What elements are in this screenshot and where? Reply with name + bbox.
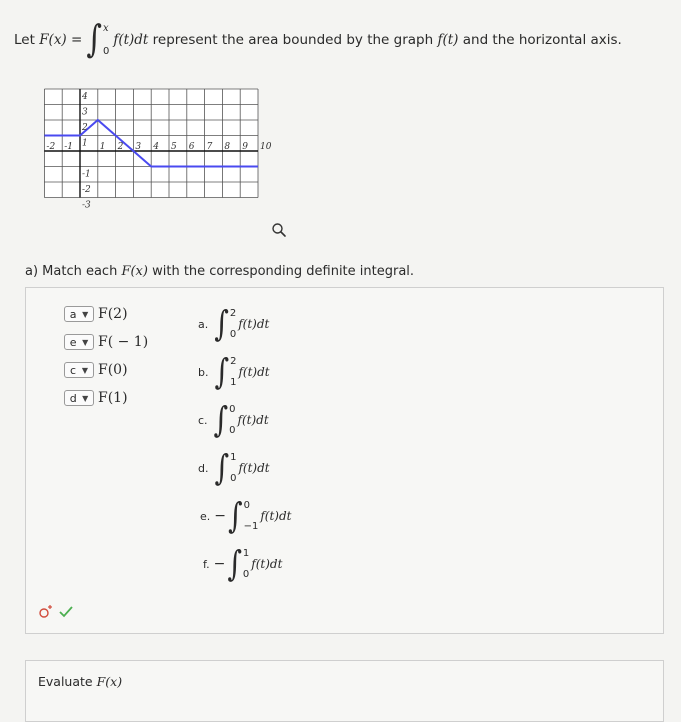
option-sign: − (214, 508, 226, 524)
selected-value: c (69, 363, 76, 377)
tries-icon (38, 605, 56, 619)
integrand: f(t)dt (238, 461, 270, 475)
option-d (198, 446, 270, 488)
match-select-F-1[interactable] (64, 334, 94, 350)
selected-value: d (69, 391, 77, 405)
answer-feedback (38, 605, 73, 619)
integral-symbol: ∫ (214, 446, 230, 488)
chevron-down-icon: ▼ (82, 393, 89, 403)
match-select-F2[interactable] (64, 306, 94, 322)
evaluate-box (25, 660, 664, 722)
evaluate-F-of-x: F(x) (96, 674, 123, 689)
integral-symbol: ∫ (227, 542, 242, 584)
match-label: F( − 1) (98, 334, 149, 350)
match-label: F(0) (98, 362, 128, 378)
option-b (198, 350, 270, 392)
match-row-F-1 (64, 333, 148, 351)
F-of-x: F(x) (39, 32, 67, 48)
x-tick-label: 4 (153, 142, 159, 152)
upper-limit: 1 (230, 452, 237, 463)
upper-limit: 2 (230, 356, 237, 367)
option-letter: c. (198, 413, 208, 427)
match-label: F(1) (98, 390, 128, 406)
option-sign: − (213, 556, 226, 572)
y-tick-label: 2 (82, 123, 88, 133)
match-row-F1 (64, 389, 128, 407)
y-tick-label: 3 (82, 107, 88, 118)
selected-value: a (69, 307, 77, 321)
checkmark-icon (59, 606, 73, 618)
integrand: f(t)dt (251, 557, 283, 571)
match-select-F0[interactable] (64, 362, 94, 378)
y-tick-label: -2 (82, 185, 91, 195)
x-tick-label: -2 (46, 142, 56, 152)
option-a (198, 302, 270, 344)
chevron-down-icon: ▼ (82, 337, 89, 347)
integrand: f(t)dt (260, 509, 292, 523)
lower-limit: 0 (102, 46, 110, 57)
integral-symbol: ∫ (228, 494, 243, 536)
option-letter: a. (198, 317, 209, 331)
option-c (198, 398, 269, 440)
chevron-down-icon: ▼ (82, 309, 89, 319)
x-tick-label: 5 (171, 142, 177, 152)
part-a-prefix: a) Match each (25, 264, 118, 279)
chevron-down-icon: ▼ (81, 365, 89, 375)
equals-sign: = (71, 32, 83, 48)
integrand: f(t)dt (238, 365, 270, 379)
x-tick-label: 8 (224, 142, 231, 152)
x-tick-label: 7 (206, 142, 213, 152)
statement-text: represent the area bounded by the graph (152, 32, 434, 48)
upper-limit: 2 (229, 308, 237, 319)
let-text: Let (14, 32, 35, 48)
x-tick-label: 9 (242, 142, 248, 152)
x-tick-label: 10 (260, 142, 272, 152)
lower-limit: 0 (230, 473, 237, 484)
lower-limit: 0 (242, 569, 250, 580)
option-f (203, 542, 283, 584)
y-tick-label: 1 (82, 138, 88, 149)
integral-symbol: ∫ (214, 350, 230, 392)
match-row-F0 (64, 361, 128, 379)
x-tick-label: 6 (188, 142, 195, 152)
selected-value: e (69, 335, 77, 349)
option-letter: b. (198, 365, 209, 379)
match-select-F1[interactable] (64, 390, 94, 406)
part-a-prompt (25, 264, 414, 279)
upper-limit: 1 (242, 548, 250, 559)
statement-tail: and the horizontal axis. (462, 32, 622, 48)
upper-limit: 0 (243, 500, 250, 511)
integrand: f(t)dt (238, 317, 270, 331)
match-label: F(2) (98, 306, 128, 322)
upper-limit: 0 (229, 404, 236, 415)
problem-statement (14, 17, 622, 62)
part-a-suffix: with the corresponding definite integral. (152, 264, 415, 279)
function-graph (46, 55, 298, 211)
option-letter: d. (198, 461, 209, 475)
match-row-F2 (64, 305, 128, 323)
option-letter: e. (200, 509, 211, 523)
x-tick-label: -1 (64, 142, 73, 152)
lower-limit: −1 (243, 521, 259, 532)
lower-limit: 1 (230, 377, 237, 388)
evaluate-label: Evaluate (38, 674, 93, 689)
x-tick-label: 3 (135, 142, 142, 152)
x-tick-label: 1 (99, 142, 106, 152)
integrand: f(t)dt (113, 32, 149, 48)
integrand: f(t)dt (237, 413, 269, 427)
lower-limit: 0 (229, 425, 236, 436)
y-tick-label: -3 (82, 200, 91, 211)
f-of-t: f(t) (437, 32, 459, 48)
zoom-icon[interactable] (271, 222, 287, 238)
y-tick-label: 4 (82, 92, 88, 102)
evaluate-prompt (38, 674, 122, 689)
option-letter: f. (203, 557, 210, 571)
integral-symbol: ∫ (214, 302, 229, 344)
lower-limit: 0 (229, 329, 237, 340)
upper-limit: x (102, 23, 109, 34)
option-e (200, 494, 292, 536)
x-tick-label: 2 (117, 142, 124, 152)
integral-symbol: ∫ x 0 (86, 17, 110, 62)
y-tick-label: -1 (82, 169, 91, 180)
integral-symbol: ∫ (213, 398, 229, 440)
part-a-F-of-x: F(x) (121, 264, 148, 279)
